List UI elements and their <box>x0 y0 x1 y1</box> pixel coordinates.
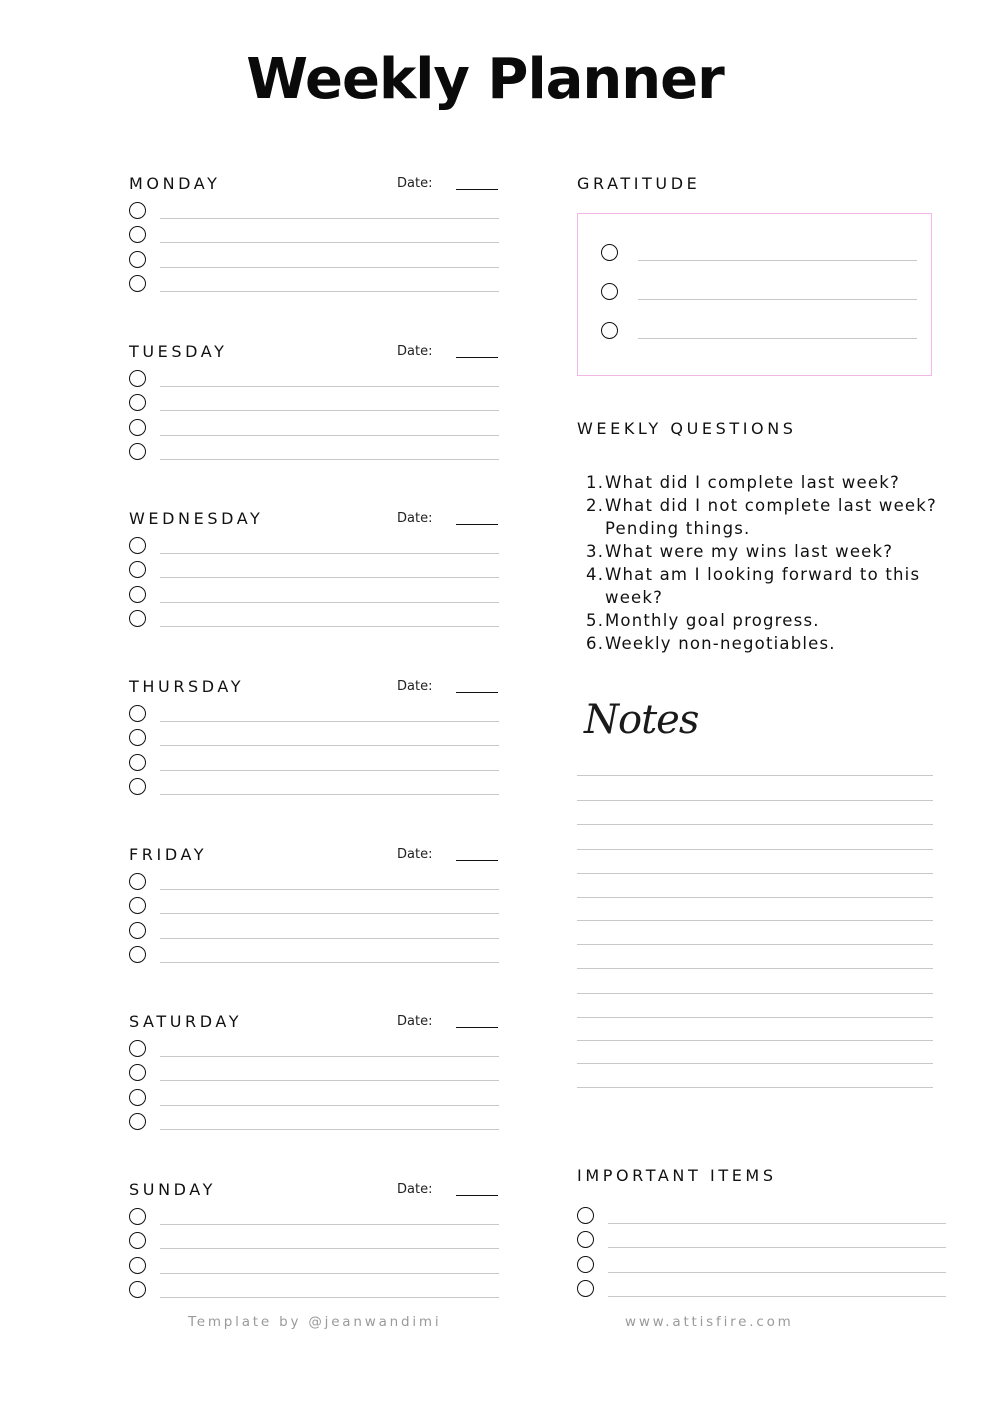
checkbox-circle-icon[interactable] <box>129 561 146 578</box>
checkbox-circle-icon[interactable] <box>129 1040 146 1057</box>
notes-line[interactable] <box>577 897 933 898</box>
task-row[interactable] <box>129 1232 499 1254</box>
task-row[interactable] <box>129 275 499 297</box>
question-text: What were my wins last week? <box>605 542 894 561</box>
task-row[interactable] <box>129 561 499 583</box>
gratitude-title: GRATITUDE <box>577 174 701 193</box>
day-name: THURSDAY <box>129 677 245 696</box>
question-text: Weekly non-negotiables. <box>605 634 836 653</box>
notes-line[interactable] <box>577 1087 933 1088</box>
task-row[interactable] <box>129 370 499 392</box>
checkbox-circle-icon[interactable] <box>129 1113 146 1130</box>
date-label: Date: <box>397 847 433 862</box>
checkbox-circle-icon[interactable] <box>129 226 146 243</box>
question-item <box>586 494 946 540</box>
task-row[interactable] <box>129 610 499 632</box>
checkbox-circle-icon[interactable] <box>129 1208 146 1225</box>
date-field[interactable] <box>456 357 498 358</box>
task-line[interactable] <box>160 770 499 771</box>
question-item <box>586 540 946 563</box>
important-item-row[interactable] <box>577 1256 946 1278</box>
task-line[interactable] <box>160 459 499 460</box>
question-item <box>586 471 946 494</box>
important-item-line[interactable] <box>608 1272 946 1273</box>
task-line[interactable] <box>160 1297 499 1298</box>
notes-line[interactable] <box>577 944 933 945</box>
task-row[interactable] <box>129 202 499 224</box>
date-field[interactable] <box>456 692 498 693</box>
gratitude-row[interactable] <box>601 244 917 266</box>
date-label: Date: <box>397 679 433 694</box>
notes-line[interactable] <box>577 775 933 776</box>
task-line[interactable] <box>160 291 499 292</box>
checkbox-circle-icon[interactable] <box>129 705 146 722</box>
checkbox-circle-icon[interactable] <box>577 1207 594 1224</box>
important-item-line[interactable] <box>608 1247 946 1248</box>
day-section-wednesday <box>129 509 499 649</box>
notes-line[interactable] <box>577 920 933 921</box>
task-row[interactable] <box>129 1281 499 1303</box>
date-label: Date: <box>397 1182 433 1197</box>
task-line[interactable] <box>160 626 499 627</box>
checkbox-circle-icon[interactable] <box>129 754 146 771</box>
question-text: What did I complete last week? <box>605 473 900 492</box>
task-line[interactable] <box>160 1129 499 1130</box>
checkbox-circle-icon[interactable] <box>129 1232 146 1249</box>
task-row[interactable] <box>129 778 499 800</box>
task-line[interactable] <box>160 267 499 268</box>
task-row[interactable] <box>129 226 499 248</box>
date-field[interactable] <box>456 860 498 861</box>
checkbox-circle-icon[interactable] <box>129 443 146 460</box>
question-number: 1. <box>586 473 605 492</box>
task-line[interactable] <box>160 889 499 890</box>
checkbox-circle-icon[interactable] <box>129 1064 146 1081</box>
notes-line[interactable] <box>577 1063 933 1064</box>
task-line[interactable] <box>160 913 499 914</box>
date-field[interactable] <box>456 1027 498 1028</box>
task-line[interactable] <box>160 553 499 554</box>
notes-line[interactable] <box>577 1017 933 1018</box>
task-row[interactable] <box>129 729 499 751</box>
task-row[interactable] <box>129 922 499 944</box>
question-item <box>586 609 946 632</box>
checkbox-circle-icon[interactable] <box>601 322 618 339</box>
task-row[interactable] <box>129 251 499 273</box>
notes-line[interactable] <box>577 800 933 801</box>
checkbox-circle-icon[interactable] <box>577 1256 594 1273</box>
task-line[interactable] <box>160 386 499 387</box>
notes-line[interactable] <box>577 824 933 825</box>
question-number: 4. <box>586 565 605 584</box>
date-field[interactable] <box>456 524 498 525</box>
task-row[interactable] <box>129 1040 499 1062</box>
gratitude-line[interactable] <box>638 260 917 261</box>
important-item-row[interactable] <box>577 1207 946 1229</box>
checkbox-circle-icon[interactable] <box>129 1257 146 1274</box>
task-line[interactable] <box>160 435 499 436</box>
weekly-questions-list <box>586 471 946 655</box>
date-label: Date: <box>397 1014 433 1029</box>
task-row[interactable] <box>129 897 499 919</box>
checkbox-circle-icon[interactable] <box>577 1231 594 1248</box>
task-line[interactable] <box>160 242 499 243</box>
weekly-questions-title: WEEKLY QUESTIONS <box>577 419 797 438</box>
checkbox-circle-icon[interactable] <box>129 729 146 746</box>
task-line[interactable] <box>160 602 499 603</box>
question-item <box>586 632 946 655</box>
task-line[interactable] <box>160 962 499 963</box>
day-name: WEDNESDAY <box>129 509 264 528</box>
task-line[interactable] <box>160 1273 499 1274</box>
checkbox-circle-icon[interactable] <box>129 922 146 939</box>
task-row[interactable] <box>129 705 499 727</box>
checkbox-circle-icon[interactable] <box>129 946 146 963</box>
checkbox-circle-icon[interactable] <box>129 537 146 554</box>
checkbox-circle-icon[interactable] <box>129 419 146 436</box>
date-label: Date: <box>397 176 433 191</box>
task-row[interactable] <box>129 586 499 608</box>
checkbox-circle-icon[interactable] <box>129 202 146 219</box>
date-field[interactable] <box>456 189 498 190</box>
question-number: 5. <box>586 611 605 630</box>
date-label: Date: <box>397 344 433 359</box>
day-name: SATURDAY <box>129 1012 243 1031</box>
footer-credit: Template by @jeanwandimi <box>188 1314 442 1330</box>
task-row[interactable] <box>129 1064 499 1086</box>
gratitude-box <box>577 213 932 376</box>
day-name: TUESDAY <box>129 342 228 361</box>
task-line[interactable] <box>160 410 499 411</box>
question-number: 6. <box>586 634 605 653</box>
task-line[interactable] <box>160 1056 499 1057</box>
checkbox-circle-icon[interactable] <box>601 283 618 300</box>
checkbox-circle-icon[interactable] <box>129 275 146 292</box>
task-row[interactable] <box>129 1257 499 1279</box>
day-section-sunday <box>129 1180 499 1320</box>
task-line[interactable] <box>160 1080 499 1081</box>
notes-line[interactable] <box>577 993 933 994</box>
checkbox-circle-icon[interactable] <box>129 370 146 387</box>
task-row[interactable] <box>129 419 499 441</box>
important-item-row[interactable] <box>577 1231 946 1253</box>
footer-website: www.attisfire.com <box>625 1314 794 1330</box>
day-name: SUNDAY <box>129 1180 216 1199</box>
question-number: 3. <box>586 542 605 561</box>
important-items-title: IMPORTANT ITEMS <box>577 1166 777 1185</box>
gratitude-row[interactable] <box>601 322 917 344</box>
task-line[interactable] <box>160 218 499 219</box>
day-section-thursday <box>129 677 499 817</box>
question-text: What am I looking forward to this week? <box>605 565 921 607</box>
task-line[interactable] <box>160 745 499 746</box>
notes-line[interactable] <box>577 968 933 969</box>
task-row[interactable] <box>129 1113 499 1135</box>
checkbox-circle-icon[interactable] <box>129 394 146 411</box>
task-row[interactable] <box>129 1089 499 1111</box>
task-row[interactable] <box>129 537 499 559</box>
gratitude-line[interactable] <box>638 338 917 339</box>
page-title: Weekly Planner <box>246 47 724 112</box>
checkbox-circle-icon[interactable] <box>129 873 146 890</box>
question-number: 2. <box>586 496 605 515</box>
task-line[interactable] <box>160 794 499 795</box>
task-row[interactable] <box>129 754 499 776</box>
checkbox-circle-icon[interactable] <box>577 1280 594 1297</box>
date-field[interactable] <box>456 1195 498 1196</box>
day-section-monday <box>129 174 499 314</box>
task-line[interactable] <box>160 721 499 722</box>
checkbox-circle-icon[interactable] <box>129 897 146 914</box>
task-row[interactable] <box>129 873 499 895</box>
task-line[interactable] <box>160 1224 499 1225</box>
task-line[interactable] <box>160 938 499 939</box>
checkbox-circle-icon[interactable] <box>129 1089 146 1106</box>
day-section-saturday <box>129 1012 499 1152</box>
question-item <box>586 563 946 609</box>
gratitude-line[interactable] <box>638 299 917 300</box>
day-section-tuesday <box>129 342 499 482</box>
checkbox-circle-icon[interactable] <box>129 778 146 795</box>
checkbox-circle-icon[interactable] <box>129 1281 146 1298</box>
gratitude-row[interactable] <box>601 283 917 305</box>
notes-title: Notes <box>584 697 699 743</box>
date-label: Date: <box>397 511 433 526</box>
notes-line[interactable] <box>577 873 933 874</box>
day-name: MONDAY <box>129 174 221 193</box>
task-row[interactable] <box>129 946 499 968</box>
task-row[interactable] <box>129 443 499 465</box>
task-row[interactable] <box>129 394 499 416</box>
question-text: Monthly goal progress. <box>605 611 820 630</box>
question-text: What did I not complete last week? Pending things. <box>605 496 937 538</box>
checkbox-circle-icon[interactable] <box>129 610 146 627</box>
task-line[interactable] <box>160 1248 499 1249</box>
checkbox-circle-icon[interactable] <box>601 244 618 261</box>
important-item-row[interactable] <box>577 1280 946 1302</box>
task-row[interactable] <box>129 1208 499 1230</box>
notes-line[interactable] <box>577 1040 933 1041</box>
important-item-line[interactable] <box>608 1296 946 1297</box>
important-item-line[interactable] <box>608 1223 946 1224</box>
task-line[interactable] <box>160 577 499 578</box>
day-section-friday <box>129 845 499 985</box>
task-line[interactable] <box>160 1105 499 1106</box>
checkbox-circle-icon[interactable] <box>129 586 146 603</box>
day-name: FRIDAY <box>129 845 208 864</box>
notes-line[interactable] <box>577 849 933 850</box>
checkbox-circle-icon[interactable] <box>129 251 146 268</box>
